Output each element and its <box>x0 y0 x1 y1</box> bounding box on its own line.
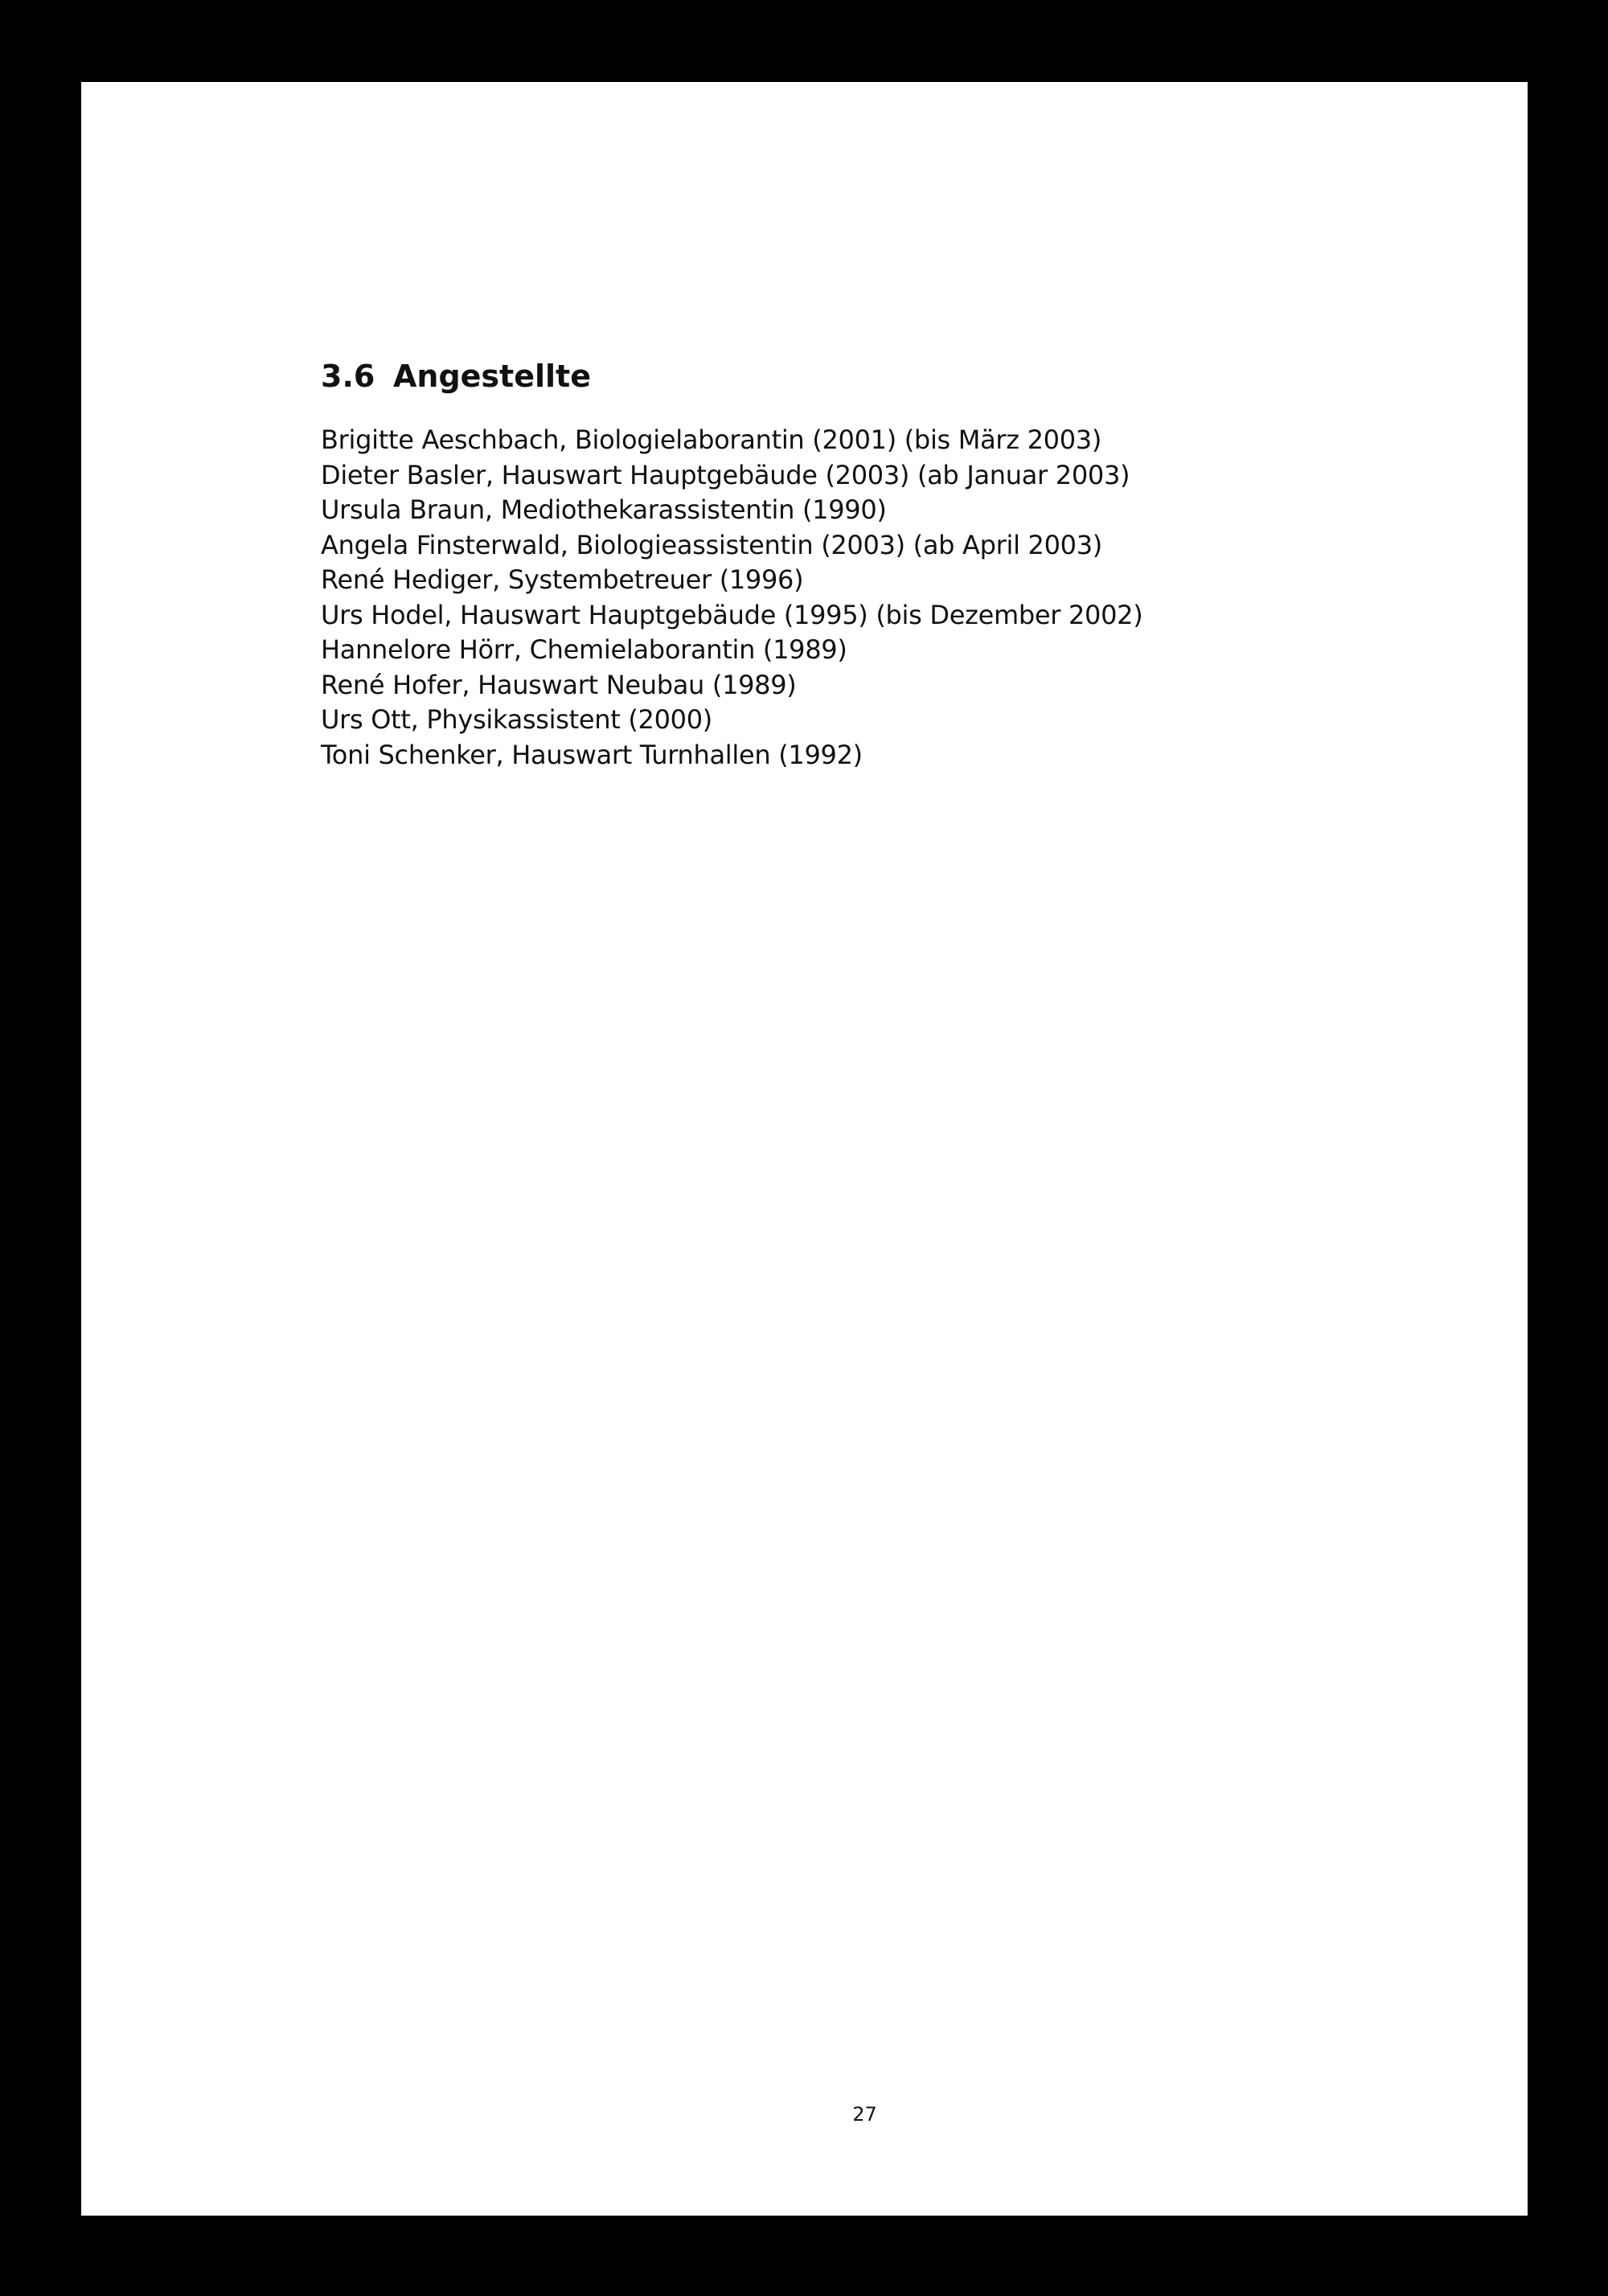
document-page <box>81 82 1528 2216</box>
staff-entry: Angela Finsterwald, Biologieassistentin (2003) (ab April 2003) <box>321 529 1102 560</box>
staff-entry: Dieter Basler, Hauswart Hauptgebäude (2003) (ab Januar 2003) <box>321 459 1130 490</box>
staff-entry: Hannelore Hörr, Chemielaborantin (1989) <box>321 634 847 665</box>
staff-list <box>321 423 1142 773</box>
staff-entry: Toni Schenker, Hauswart Turnhallen (1992) <box>321 739 863 770</box>
page-content <box>321 349 1366 770</box>
staff-entry: Ursula Braun, Mediothekarassistentin (1990) <box>321 494 887 525</box>
section-title: Angestellte <box>393 359 591 394</box>
page-number: 27 <box>852 2103 877 2126</box>
staff-entry: René Hofer, Hauswart Neubau (1989) <box>321 669 797 700</box>
staff-entry: René Hediger, Systembetreuer (1996) <box>321 564 804 595</box>
staff-entry: Brigitte Aeschbach, Biologielaborantin (2001) (bis März 2003) <box>321 424 1102 455</box>
staff-entry: Urs Hodel, Hauswart Hauptgebäude (1995) (bis Dezember 2002) <box>321 599 1143 630</box>
staff-entry: Urs Ott, Physikassistent (2000) <box>321 704 712 735</box>
section-heading <box>321 349 1366 404</box>
section-number: 3.6 <box>321 359 375 394</box>
